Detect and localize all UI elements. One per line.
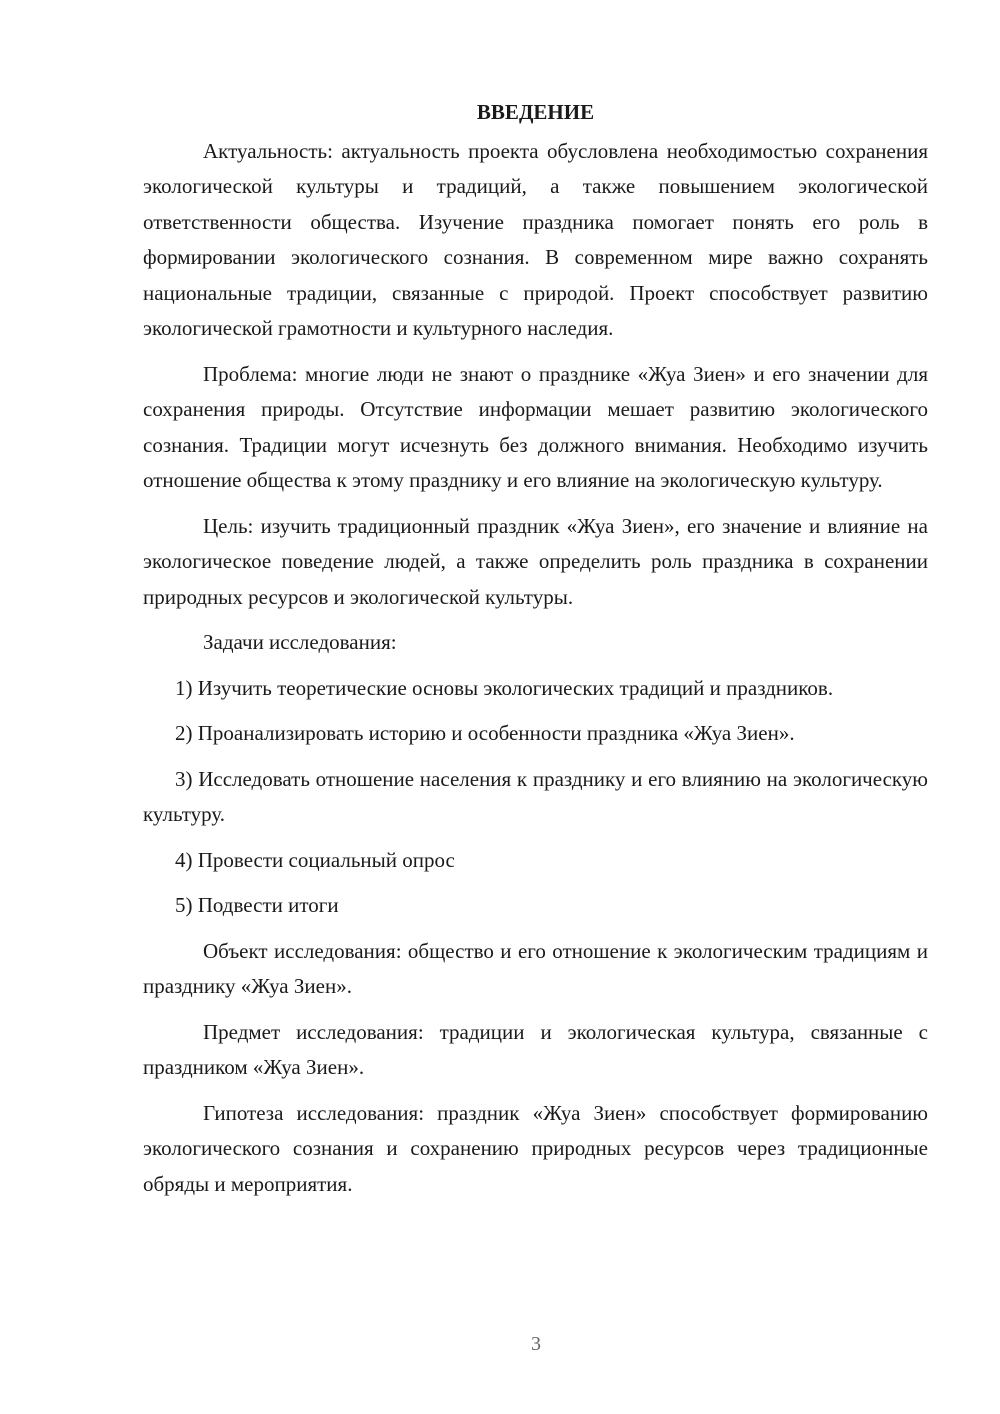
task-item-1: 1) Изучить теоретические основы экологических традиций и праздников.	[175, 675, 834, 700]
paragraph-hypothesis: Гипотеза исследования: праздник «Жуа Зиен» способствует формированию экологического сознания и сохранению природных ресурсов через традиционные обряды и мероприятия.	[143, 1100, 928, 1196]
task-item-3: 3) Исследовать отношение населения к празднику и его влиянию на экологическую культуру.	[143, 766, 928, 826]
document-body	[143, 95, 928, 1212]
paragraph-subject: Предмет исследования: традиции и экологическая культура, связанные с праздником «Жуа Зиен».	[143, 1019, 928, 1079]
tasks-heading: Задачи исследования:	[203, 630, 397, 654]
section-title: ВВЕДЕНИЕ	[476, 100, 595, 124]
task-item-5: 5) Подвести итоги	[175, 893, 339, 917]
task-item-2: 2) Проанализировать историю и особенности праздника «Жуа Зиен».	[175, 721, 795, 745]
paragraph-problem: Проблема: многие люди не знают о празднике «Жуа Зиен» и его значении для сохранения природы. Отсутствие информации мешает развитию экологического сознания. Традиции могут исчезнуть без должного внимания. Необходимо изучить отношение общества к этому празднику и его влияние на экологическую культуру.	[143, 361, 928, 492]
paragraph-object: Объект исследования: общество и его отношение к экологическим традициям и празднику «Жуа Зиен».	[143, 938, 928, 998]
paragraph-goal: Цель: изучить традиционный праздник «Жуа Зиен», его значение и влияние на экологическое поведение людей, а также определить роль праздника в сохранении природных ресурсов и экологической культуры.	[143, 513, 928, 609]
paragraph-relevance: Актуальность: актуальность проекта обусловлена необходимостью сохранения экологической культуры и традиций, а также повышением экологической ответственности общества. Изучение праздника помогает понять его роль в формировании экологического сознания. В современном мире важно сохранять национальные традиции, связанные с природой. Проект способствует развитию экологической грамотности и культурного наследия.	[143, 138, 928, 340]
page-number: 3	[531, 1333, 541, 1355]
task-item-4: 4) Провести социальный опрос	[175, 847, 455, 872]
